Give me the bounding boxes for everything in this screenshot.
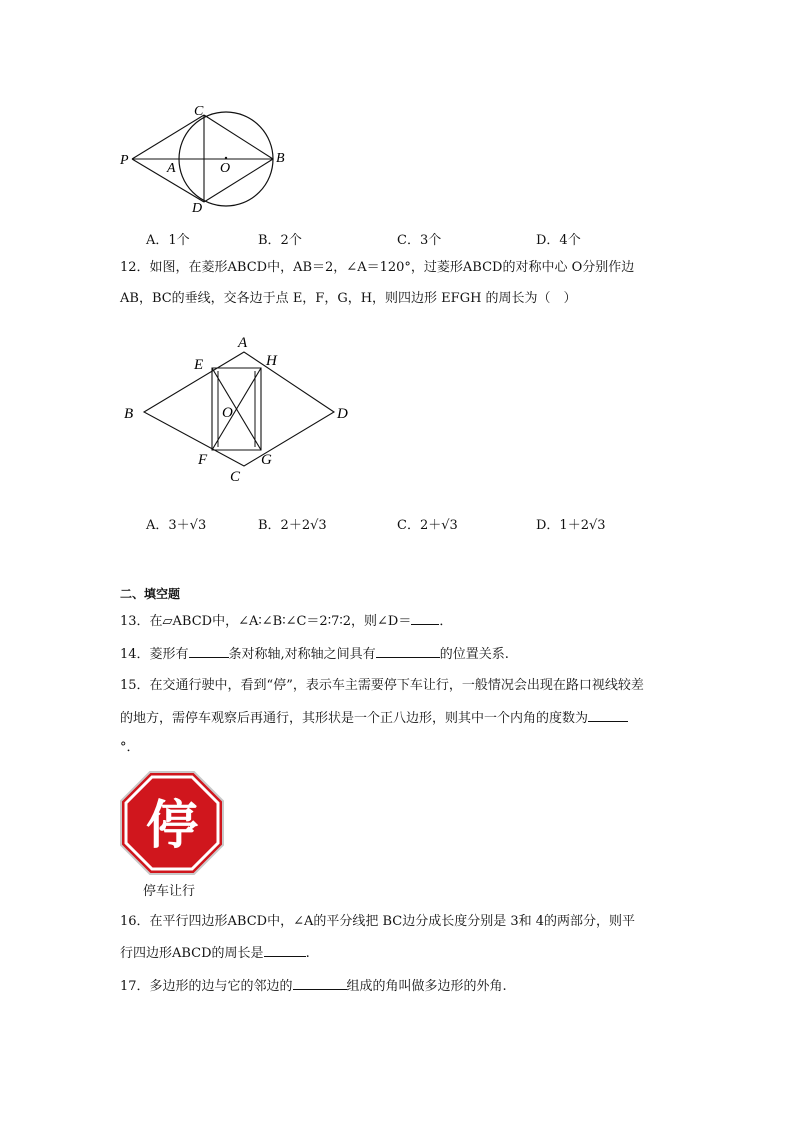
q17-question [120,977,507,996]
q13-question [120,612,452,631]
q17-text-after: 组成的角叫做多边形的外角. [346,979,507,994]
q15-line2 [120,709,628,728]
q16-answer-blank[interactable] [264,944,306,957]
q11-label-D: D [192,201,203,216]
q11-option-d: D．4个 [536,233,581,248]
stop-sign-caption: 停车让行 [143,884,196,899]
q12-label-H: H [266,353,277,369]
q14-text-after: 的位置关系. [439,647,509,662]
q11-figure [110,98,300,218]
q11-label-B: B [276,151,285,166]
q13-text-after: ． [439,614,453,629]
q14-question [120,645,509,664]
q11-segment-CB [204,115,273,159]
q17-answer-blank[interactable] [293,977,347,990]
q12-stem-line2: AB，BC的垂线，交各边于点 E，F，G，H，则四边形 EFGH 的周长为（ ） [120,291,577,306]
stop-sign-image [119,770,225,876]
stop-sign-glyph: 停 [145,796,199,856]
q15-line1: 15．在交通行驶中，看到“停”，表示车主需要停下车让行，一般情况会出现在路口视线较差 [120,678,644,693]
section-title: 二、填空题 [120,587,181,601]
q12-label-E: E [194,357,204,373]
q12-label-A: A [238,335,248,351]
q13-text-before: 13．在▱ABCD中，∠A∶∠B∶∠C＝2∶7∶2，则∠D＝ [120,614,412,629]
q16-text-line2-before: 行四边形ABCD的周长是 [120,946,264,961]
q15-line3: °． [120,740,140,755]
q16-line2 [120,944,310,963]
q12-stem-line1: 12．如图，在菱形ABCD中，AB＝2，∠A＝120°，过菱形ABCD的对称中心 O分别作边 [120,260,635,275]
q11-label-P: P [120,153,129,168]
q11-label-A: A [167,161,176,176]
q12-label-G: G [261,452,272,468]
q12-figure [118,330,358,490]
q14-answer-blank-2[interactable] [376,645,440,658]
q15-answer-blank[interactable] [588,709,628,722]
q12-option-a: A．3＋√3 [146,518,207,533]
q16-text-line2-after: . [305,946,310,961]
q14-text-before: 14．菱形有 [120,647,189,662]
q13-answer-blank[interactable] [411,612,439,625]
q11-option-b: B．2个 [258,233,302,248]
q12-label-C: C [230,469,241,485]
q15-text-line2: 的地方，需停车观察后再通行，其形状是一个正八边形，则其中一个内角的度数为 [120,711,589,726]
q11-segment-PC [132,115,204,159]
q12-option-b: B．2＋2√3 [258,518,327,533]
q12-label-D: D [337,406,348,422]
q11-label-C: C [194,104,204,119]
q11-center-point [225,157,227,159]
q11-segment-DB [204,159,273,202]
q12-label-B: B [124,406,134,422]
q14-text-middle: 条对称轴,对称轴之间具有 [228,647,376,662]
q16-line1: 16．在平行四边形ABCD中，∠A的平分线把 BC边分成长度分别是 3和 4的两部分，则平 [120,914,636,929]
q11-label-O: O [220,161,231,176]
q11-option-a: A．1个 [146,233,190,248]
q12-option-c: C．2＋√3 [397,518,458,533]
q12-label-O: O [222,405,233,421]
q17-text-before: 17．多边形的边与它的邻边的 [120,979,293,994]
q11-option-c: C．3个 [397,233,442,248]
q12-rhombus [144,352,334,466]
q12-label-F: F [198,452,208,468]
q12-option-d: D．1＋2√3 [536,518,606,533]
q14-answer-blank-1[interactable] [189,645,229,658]
